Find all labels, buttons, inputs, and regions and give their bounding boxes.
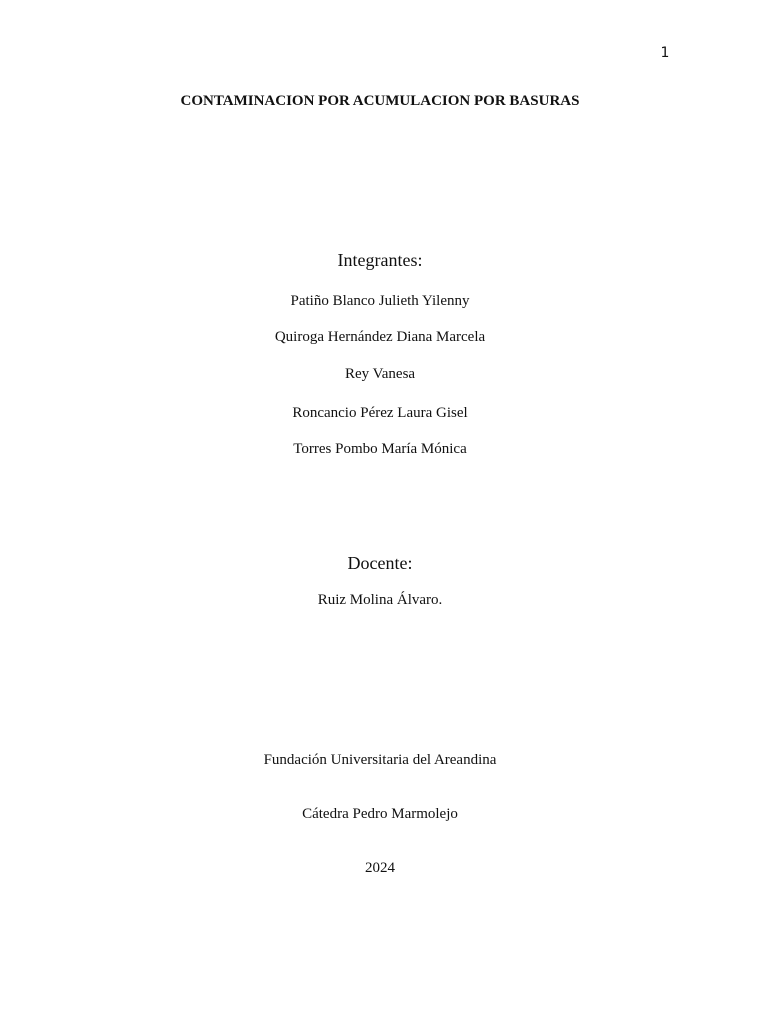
teacher-heading: Docente:	[347, 553, 413, 573]
members-heading: Integrantes:	[337, 250, 423, 270]
member-name: Roncancio Pérez Laura Gisel	[292, 405, 468, 421]
teacher-name: Ruiz Molina Álvaro.	[317, 592, 443, 608]
member-name: Torres Pombo María Mónica	[293, 441, 467, 457]
institution-name: Fundación Universitaria del Areandina	[263, 752, 497, 768]
document-title: CONTAMINACION POR ACUMULACION POR BASURAS	[180, 93, 580, 109]
document-year: 2024	[365, 860, 395, 876]
member-name: Quiroga Hernández Diana Marcela	[274, 329, 486, 345]
member-name: Rey Vanesa	[344, 366, 416, 382]
page-number: 1	[660, 45, 670, 61]
member-name: Patiño Blanco Julieth Yilenny	[290, 293, 470, 309]
course-name: Cátedra Pedro Marmolejo	[302, 806, 458, 822]
